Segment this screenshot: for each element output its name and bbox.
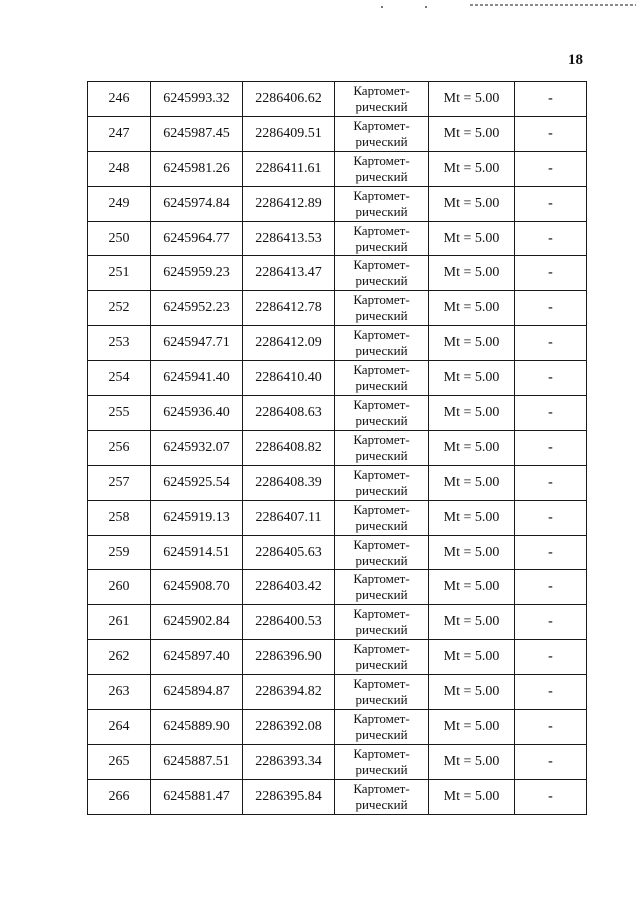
note: - — [515, 675, 587, 710]
accuracy: Mt = 5.00 — [429, 710, 515, 745]
accuracy: Mt = 5.00 — [429, 535, 515, 570]
method — [335, 186, 429, 221]
x-coordinate: 6245987.45 — [151, 116, 243, 151]
table-row — [88, 186, 587, 221]
note: - — [515, 570, 587, 605]
x-coordinate: 6245974.84 — [151, 186, 243, 221]
point-number: 251 — [88, 256, 151, 291]
y-coordinate: 2286409.51 — [243, 116, 335, 151]
method-line-2: рический — [355, 482, 408, 498]
accuracy: Mt = 5.00 — [429, 361, 515, 396]
x-coordinate: 6245887.51 — [151, 744, 243, 779]
y-coordinate: 2286412.78 — [243, 291, 335, 326]
method — [335, 605, 429, 640]
accuracy: Mt = 5.00 — [429, 570, 515, 605]
note: - — [515, 151, 587, 186]
y-coordinate: 2286410.40 — [243, 361, 335, 396]
method-line-2: рический — [355, 168, 408, 184]
table-row — [88, 221, 587, 256]
method-line-2: рический — [355, 726, 408, 742]
accuracy: Mt = 5.00 — [429, 779, 515, 814]
method-line-1: Картомет- — [353, 641, 410, 657]
method-line-1: Картомет- — [353, 82, 410, 98]
y-coordinate: 2286412.89 — [243, 186, 335, 221]
method-line-2: рический — [355, 796, 408, 812]
note: - — [515, 361, 587, 396]
method-line-1: Картомет- — [353, 536, 410, 552]
table-row — [88, 535, 587, 570]
y-coordinate: 2286412.09 — [243, 326, 335, 361]
note: - — [515, 605, 587, 640]
method-line-1: Картомет- — [353, 117, 410, 133]
y-coordinate: 2286405.63 — [243, 535, 335, 570]
x-coordinate: 6245914.51 — [151, 535, 243, 570]
method — [335, 291, 429, 326]
x-coordinate: 6245964.77 — [151, 221, 243, 256]
y-coordinate: 2286406.62 — [243, 82, 335, 117]
point-number: 257 — [88, 465, 151, 500]
method-line-1: Картомет- — [353, 362, 410, 378]
x-coordinate: 6245919.13 — [151, 500, 243, 535]
table-row — [88, 396, 587, 431]
accuracy: Mt = 5.00 — [429, 430, 515, 465]
accuracy: Mt = 5.00 — [429, 256, 515, 291]
note: - — [515, 779, 587, 814]
y-coordinate: 2286408.39 — [243, 465, 335, 500]
method — [335, 256, 429, 291]
method-line-1: Картомет- — [353, 676, 410, 692]
table-row — [88, 465, 587, 500]
note: - — [515, 396, 587, 431]
x-coordinate: 6245897.40 — [151, 640, 243, 675]
note: - — [515, 500, 587, 535]
method — [335, 675, 429, 710]
accuracy: Mt = 5.00 — [429, 605, 515, 640]
point-number: 264 — [88, 710, 151, 745]
method — [335, 151, 429, 186]
table-row — [88, 151, 587, 186]
table-row — [88, 744, 587, 779]
accuracy: Mt = 5.00 — [429, 151, 515, 186]
method — [335, 640, 429, 675]
accuracy: Mt = 5.00 — [429, 744, 515, 779]
method-line-2: рический — [355, 761, 408, 777]
y-coordinate: 2286408.82 — [243, 430, 335, 465]
method-line-1: Картомет- — [353, 745, 410, 761]
x-coordinate: 6245959.23 — [151, 256, 243, 291]
method-line-1: Картомет- — [353, 501, 410, 517]
method-line-1: Картомет- — [353, 222, 410, 238]
y-coordinate: 2286408.63 — [243, 396, 335, 431]
note: - — [515, 326, 587, 361]
accuracy: Mt = 5.00 — [429, 186, 515, 221]
point-number: 265 — [88, 744, 151, 779]
point-number: 263 — [88, 675, 151, 710]
x-coordinate: 6245881.47 — [151, 779, 243, 814]
scan-header-mark — [470, 2, 636, 8]
point-number: 255 — [88, 396, 151, 431]
point-number: 266 — [88, 779, 151, 814]
x-coordinate: 6245908.70 — [151, 570, 243, 605]
method-line-1: Картомет- — [353, 606, 410, 622]
y-coordinate: 2286411.61 — [243, 151, 335, 186]
method-line-2: рический — [355, 657, 408, 673]
method-line-2: рический — [355, 517, 408, 533]
accuracy: Mt = 5.00 — [429, 326, 515, 361]
accuracy: Mt = 5.00 — [429, 291, 515, 326]
method-line-1: Картомет- — [353, 187, 410, 203]
y-coordinate: 2286395.84 — [243, 779, 335, 814]
note: - — [515, 710, 587, 745]
method-line-2: рический — [355, 692, 408, 708]
method-line-2: рический — [355, 238, 408, 254]
accuracy: Mt = 5.00 — [429, 221, 515, 256]
method-line-2: рический — [355, 98, 408, 114]
x-coordinate: 6245981.26 — [151, 151, 243, 186]
method-line-2: рический — [355, 447, 408, 463]
accuracy: Mt = 5.00 — [429, 640, 515, 675]
point-number: 256 — [88, 430, 151, 465]
point-number: 262 — [88, 640, 151, 675]
coordinates-table — [87, 81, 587, 815]
scan-speck — [381, 6, 383, 8]
table-row — [88, 675, 587, 710]
coordinates-table-body — [88, 82, 587, 815]
note: - — [515, 430, 587, 465]
method — [335, 465, 429, 500]
accuracy: Mt = 5.00 — [429, 396, 515, 431]
table-row — [88, 326, 587, 361]
point-number: 252 — [88, 291, 151, 326]
table-row — [88, 570, 587, 605]
table-row — [88, 291, 587, 326]
method-line-2: рический — [355, 273, 408, 289]
x-coordinate: 6245993.32 — [151, 82, 243, 117]
x-coordinate: 6245941.40 — [151, 361, 243, 396]
method — [335, 396, 429, 431]
method — [335, 326, 429, 361]
note: - — [515, 744, 587, 779]
method-line-2: рический — [355, 622, 408, 638]
x-coordinate: 6245936.40 — [151, 396, 243, 431]
method — [335, 116, 429, 151]
table-row — [88, 430, 587, 465]
method-line-1: Картомет- — [353, 431, 410, 447]
page-number: 18 — [568, 52, 583, 68]
point-number: 248 — [88, 151, 151, 186]
point-number: 246 — [88, 82, 151, 117]
point-number: 259 — [88, 535, 151, 570]
note: - — [515, 256, 587, 291]
note: - — [515, 82, 587, 117]
method-line-1: Картомет- — [353, 152, 410, 168]
method-line-1: Картомет- — [353, 396, 410, 412]
table-row — [88, 779, 587, 814]
point-number: 258 — [88, 500, 151, 535]
accuracy: Mt = 5.00 — [429, 82, 515, 117]
table-row — [88, 116, 587, 151]
table-row — [88, 500, 587, 535]
method-line-2: рический — [355, 552, 408, 568]
scan-speck — [425, 6, 427, 8]
method-line-2: рический — [355, 343, 408, 359]
y-coordinate: 2286392.08 — [243, 710, 335, 745]
x-coordinate: 6245925.54 — [151, 465, 243, 500]
method-line-1: Картомет- — [353, 710, 410, 726]
method — [335, 779, 429, 814]
x-coordinate: 6245932.07 — [151, 430, 243, 465]
method-line-1: Картомет- — [353, 292, 410, 308]
table-row — [88, 640, 587, 675]
method — [335, 535, 429, 570]
method-line-2: рический — [355, 133, 408, 149]
y-coordinate: 2286394.82 — [243, 675, 335, 710]
y-coordinate: 2286396.90 — [243, 640, 335, 675]
y-coordinate: 2286413.53 — [243, 221, 335, 256]
method-line-2: рический — [355, 587, 408, 603]
note: - — [515, 535, 587, 570]
table-row — [88, 361, 587, 396]
accuracy: Mt = 5.00 — [429, 116, 515, 151]
x-coordinate: 6245952.23 — [151, 291, 243, 326]
y-coordinate: 2286393.34 — [243, 744, 335, 779]
y-coordinate: 2286413.47 — [243, 256, 335, 291]
method — [335, 744, 429, 779]
method-line-1: Картомет- — [353, 571, 410, 587]
point-number: 260 — [88, 570, 151, 605]
y-coordinate: 2286407.11 — [243, 500, 335, 535]
accuracy: Mt = 5.00 — [429, 500, 515, 535]
note: - — [515, 186, 587, 221]
x-coordinate: 6245889.90 — [151, 710, 243, 745]
x-coordinate: 6245894.87 — [151, 675, 243, 710]
point-number: 254 — [88, 361, 151, 396]
method — [335, 570, 429, 605]
note: - — [515, 221, 587, 256]
table-row — [88, 710, 587, 745]
x-coordinate: 6245902.84 — [151, 605, 243, 640]
method-line-2: рический — [355, 378, 408, 394]
y-coordinate: 2286400.53 — [243, 605, 335, 640]
point-number: 261 — [88, 605, 151, 640]
method-line-2: рический — [355, 412, 408, 428]
note: - — [515, 116, 587, 151]
note: - — [515, 640, 587, 675]
y-coordinate: 2286403.42 — [243, 570, 335, 605]
method-line-1: Картомет- — [353, 257, 410, 273]
point-number: 250 — [88, 221, 151, 256]
table-row — [88, 256, 587, 291]
method-line-2: рический — [355, 308, 408, 324]
point-number: 253 — [88, 326, 151, 361]
accuracy: Mt = 5.00 — [429, 465, 515, 500]
accuracy: Mt = 5.00 — [429, 675, 515, 710]
table-row — [88, 605, 587, 640]
method-line-1: Картомет- — [353, 466, 410, 482]
method-line-1: Картомет- — [353, 780, 410, 796]
method — [335, 82, 429, 117]
table-row — [88, 82, 587, 117]
point-number: 249 — [88, 186, 151, 221]
x-coordinate: 6245947.71 — [151, 326, 243, 361]
note: - — [515, 291, 587, 326]
method-line-2: рический — [355, 203, 408, 219]
method — [335, 361, 429, 396]
point-number: 247 — [88, 116, 151, 151]
method-line-1: Картомет- — [353, 327, 410, 343]
method — [335, 221, 429, 256]
method — [335, 430, 429, 465]
method — [335, 500, 429, 535]
method — [335, 710, 429, 745]
note: - — [515, 465, 587, 500]
